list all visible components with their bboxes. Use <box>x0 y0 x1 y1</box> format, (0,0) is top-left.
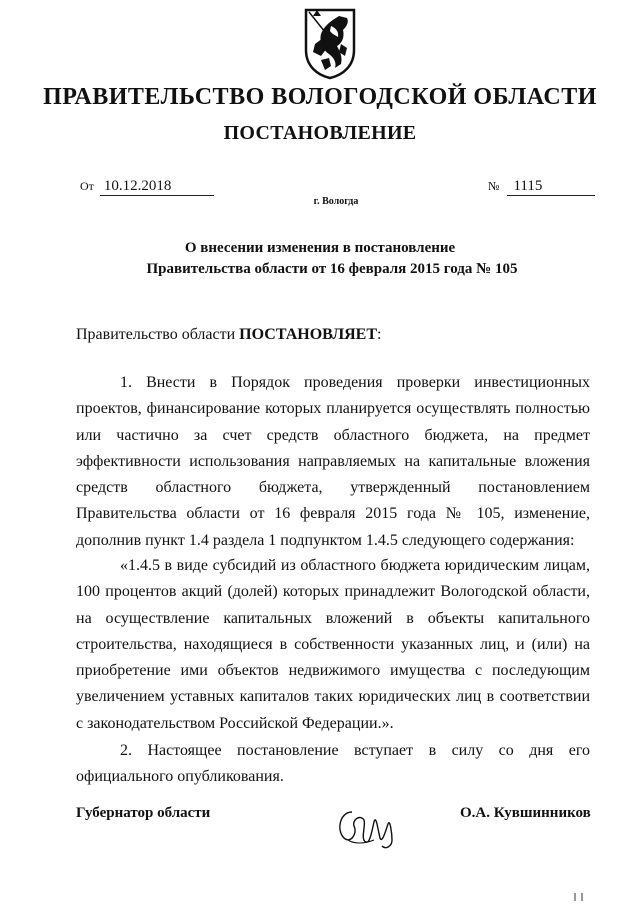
document-type: ПОСТАНОВЛЕНИЕ <box>223 122 417 144</box>
city: г. Вологда <box>313 196 359 207</box>
signatory-name: О.А. Кувшинников <box>460 805 591 821</box>
document-date <box>80 178 214 196</box>
organization-title: ПРАВИТЕЛЬСТВО ВОЛОГОДСКОЙ ОБЛАСТИ <box>43 84 597 110</box>
number-value: 1115 <box>507 178 595 196</box>
paragraph-3 <box>76 738 590 791</box>
subject-line-2: Правительства области от 16 февраля 2015 года № 105 <box>146 261 518 277</box>
subject-line-1: О внесении изменения в постановление <box>184 240 456 256</box>
coat-of-arms-icon <box>303 4 357 80</box>
paragraph-2 <box>76 553 590 737</box>
preamble <box>76 326 381 344</box>
date-value: 10.12.2018 <box>100 178 214 196</box>
page-mark <box>572 893 586 901</box>
preamble-suffix: : <box>377 326 382 343</box>
signatory-position: Губернатор области <box>76 805 211 821</box>
document-number <box>488 178 595 196</box>
date-prefix: От <box>80 179 94 193</box>
handwritten-signature-icon <box>330 800 408 852</box>
number-prefix: № <box>488 179 500 193</box>
paragraph-2-text: «1.4.5 в виде субсидий из областного бюджета юридическим лицам, 100 процентов акций (долей) которых принадлежит Вологодской области, на осуществление капитальных вложений в объекты капитального строительства, находящиеся в собственности указанных лиц, и (или) на приобретение ими объектов недвижимого имущества с последующим увеличением уставных капиталов таких юридических лиц в соответствии с законодательством Российской Федерации.». <box>76 557 590 732</box>
paragraph-1 <box>76 370 590 554</box>
preamble-emphasis: ПОСТАНОВЛЯЕТ <box>239 326 378 343</box>
document-subject <box>0 238 640 280</box>
paragraph-3-text: 2. Настоящее постановление вступает в силу со дня его официального опубликования. <box>76 742 590 786</box>
preamble-text: Правительство области <box>76 326 240 343</box>
paragraph-1-text: 1. Внести в Порядок проведения проверки инвестиционных проектов, финансирование которых планируется осуществлять полностью или частично за счет средств областного бюджета, на предмет эффективности использования направляемых на капитальные вложения средств областного бюджета, утвержденный постановлением Правительства области от 16 февраля 2015 года № 105, изменение, дополнив пункт 1.4 раздела 1 подпунктом 1.4.5 следующего содержания: <box>76 374 590 549</box>
